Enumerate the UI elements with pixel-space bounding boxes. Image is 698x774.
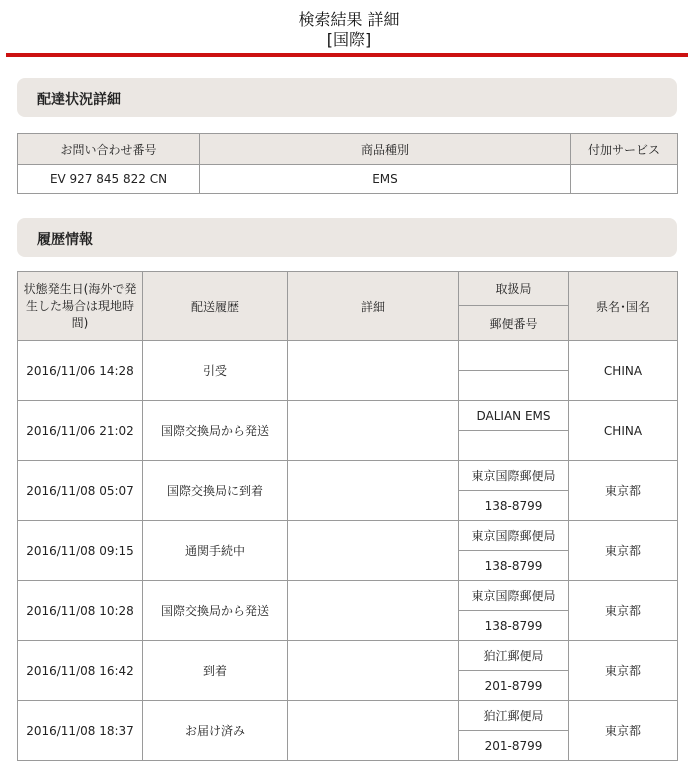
history-postal-code: 201-8799: [459, 671, 569, 701]
delivery-table: [17, 133, 678, 194]
history-postal-code: [459, 371, 569, 401]
history-row: [18, 581, 678, 611]
history-status: 到着: [143, 641, 288, 701]
history-row: [18, 401, 678, 431]
history-row: [18, 521, 678, 551]
item-type: EMS: [200, 165, 571, 194]
history-postal-code: [459, 431, 569, 461]
col-status: 配送履歴: [143, 272, 288, 341]
history-status: 通関手続中: [143, 521, 288, 581]
col-extra-service: 付加サービス: [571, 134, 678, 165]
history-row: [18, 341, 678, 371]
history-detail: [288, 401, 459, 461]
history-detail: [288, 581, 459, 641]
extra-service: [571, 165, 678, 194]
history-office: 狛江郵便局: [459, 701, 569, 731]
history-row: [18, 641, 678, 671]
delivery-section-header: [17, 78, 677, 117]
history-postal-code: 138-8799: [459, 551, 569, 581]
col-date: 状態発生日(海外で発生した場合は現地時間): [18, 272, 143, 341]
history-region: 東京都: [569, 461, 678, 521]
col-detail: 詳細: [288, 272, 459, 341]
col-office: 取扱局: [459, 272, 569, 306]
history-date: 2016/11/06 21:02: [18, 401, 143, 461]
history-status: 国際交換局から発送: [143, 401, 288, 461]
page-title-line2: [国際]: [326, 30, 372, 49]
history-detail: [288, 701, 459, 761]
history-postal-code: 201-8799: [459, 731, 569, 761]
history-region: CHINA: [569, 401, 678, 461]
history-office: DALIAN EMS: [459, 401, 569, 431]
history-status: お届け済み: [143, 701, 288, 761]
history-date: 2016/11/08 10:28: [18, 581, 143, 641]
history-region: CHINA: [569, 341, 678, 401]
history-region: 東京都: [569, 521, 678, 581]
page-title-line1: 検索結果 詳細: [298, 10, 400, 29]
history-status: 国際交換局に到着: [143, 461, 288, 521]
history-office: 狛江郵便局: [459, 641, 569, 671]
tracking-number: EV 927 845 822 CN: [18, 165, 200, 194]
history-region: 東京都: [569, 701, 678, 761]
history-office: 東京国際郵便局: [459, 581, 569, 611]
history-office: 東京国際郵便局: [459, 521, 569, 551]
history-region: 東京都: [569, 581, 678, 641]
history-date: 2016/11/08 05:07: [18, 461, 143, 521]
history-status: 引受: [143, 341, 288, 401]
history-detail: [288, 521, 459, 581]
delivery-section-heading: 配達状況詳細: [37, 92, 121, 108]
history-detail: [288, 461, 459, 521]
page-title: [0, 10, 698, 50]
history-date: 2016/11/08 16:42: [18, 641, 143, 701]
history-row: [18, 461, 678, 491]
history-date: 2016/11/08 09:15: [18, 521, 143, 581]
history-section-heading: 履歴情報: [37, 232, 93, 248]
col-tracking-number: お問い合わせ番号: [18, 134, 200, 165]
history-detail: [288, 641, 459, 701]
history-row: [18, 701, 678, 731]
history-detail: [288, 341, 459, 401]
delivery-table-row: [18, 165, 678, 194]
header-divider: [6, 53, 688, 57]
col-postal-code: 郵便番号: [459, 306, 569, 341]
delivery-table-header: [18, 134, 678, 165]
history-section-header: [17, 218, 677, 257]
history-office: [459, 341, 569, 371]
history-date: 2016/11/08 18:37: [18, 701, 143, 761]
history-status: 国際交換局から発送: [143, 581, 288, 641]
col-region: 県名･国名: [569, 272, 678, 341]
history-table: [17, 271, 678, 761]
history-date: 2016/11/06 14:28: [18, 341, 143, 401]
history-postal-code: 138-8799: [459, 611, 569, 641]
history-postal-code: 138-8799: [459, 491, 569, 521]
history-office: 東京国際郵便局: [459, 461, 569, 491]
col-item-type: 商品種別: [200, 134, 571, 165]
history-region: 東京都: [569, 641, 678, 701]
